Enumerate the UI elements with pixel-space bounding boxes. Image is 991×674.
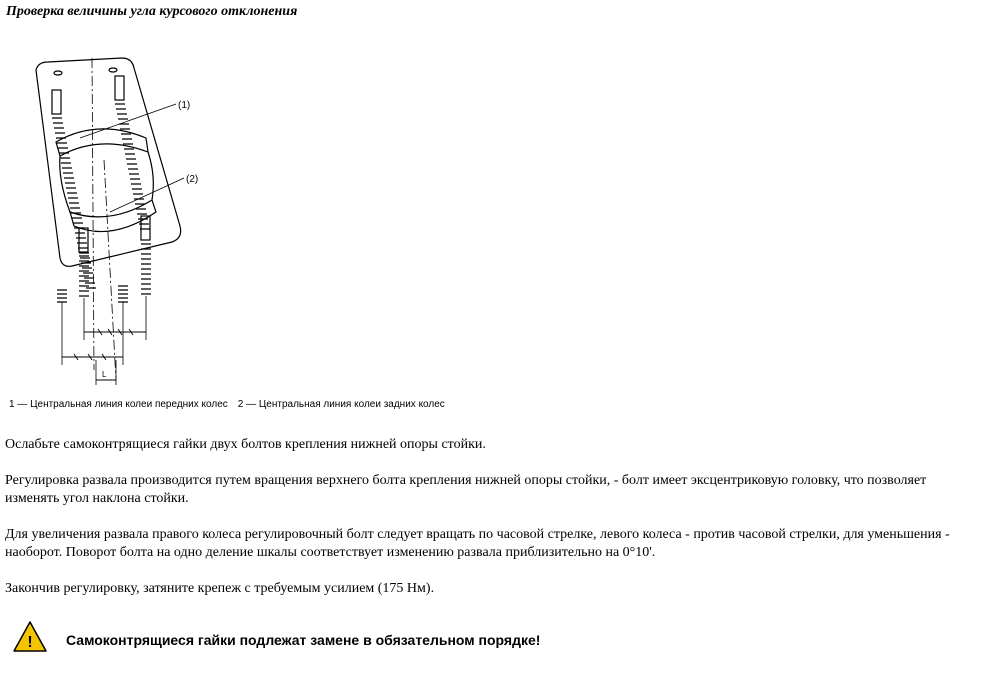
caption-item-2: 2 — Центральная линия колеи задних колес [237, 399, 445, 410]
warning-exclamation: ! [27, 634, 33, 651]
dimension-label-l: L [102, 370, 107, 379]
scale-track-1 [52, 118, 96, 288]
page-title: Проверка величины угла курсового отклонения [6, 4, 298, 19]
warning-text: Самоконтрящиеся гайки подлежат замене в обязательном порядке! [66, 632, 541, 648]
wheel-arc-upper [56, 129, 148, 156]
leader-line-1 [80, 104, 176, 138]
leader-line-2 [110, 178, 184, 212]
caption-item-1: 1 — Центральная линия колеи передних колес [9, 399, 228, 410]
callout-2: (2) [186, 174, 199, 185]
paragraph-2: Регулировка развала производится путем вращения верхнего болта крепления нижней опоры стойки, - болт имеет эксцентриковую головку, что позволяет изменять угол наклона стойки. [5, 473, 927, 506]
mount-hole-right [109, 68, 117, 72]
callout-1: (1) [178, 100, 191, 111]
scale-track-5 [57, 290, 67, 302]
paragraph-1: Ослабьте самоконтрящиеся гайки двух болтов крепления нижней опоры стойки. [5, 437, 486, 452]
warning-triangle-icon [12, 620, 48, 654]
wheel-arc-side-left [60, 156, 70, 212]
paragraph-4: Закончив регулировку, затяните крепеж с требуемым усилием (175 Нм). [5, 581, 435, 596]
figure-caption [9, 399, 445, 410]
scale-track-6 [118, 286, 128, 302]
paragraph-3: Для увеличения развала правого колеса регулировочный болт следует вращать по часовой стрелке, левого колеса - против часовой стрелки, для уменьшения - наоборот. Поворот болта на одно деление шкалы соответствует изменению развала приблизительно на 0°10'. [5, 527, 950, 560]
center-line-rear [104, 160, 116, 380]
wheel-alignment-diagram [0, 40, 240, 390]
scale-track-4 [141, 244, 151, 294]
marker-front-left [52, 90, 61, 114]
mount-hole-left [54, 71, 62, 75]
marker-front-right [115, 76, 124, 100]
center-line-front [92, 58, 94, 370]
